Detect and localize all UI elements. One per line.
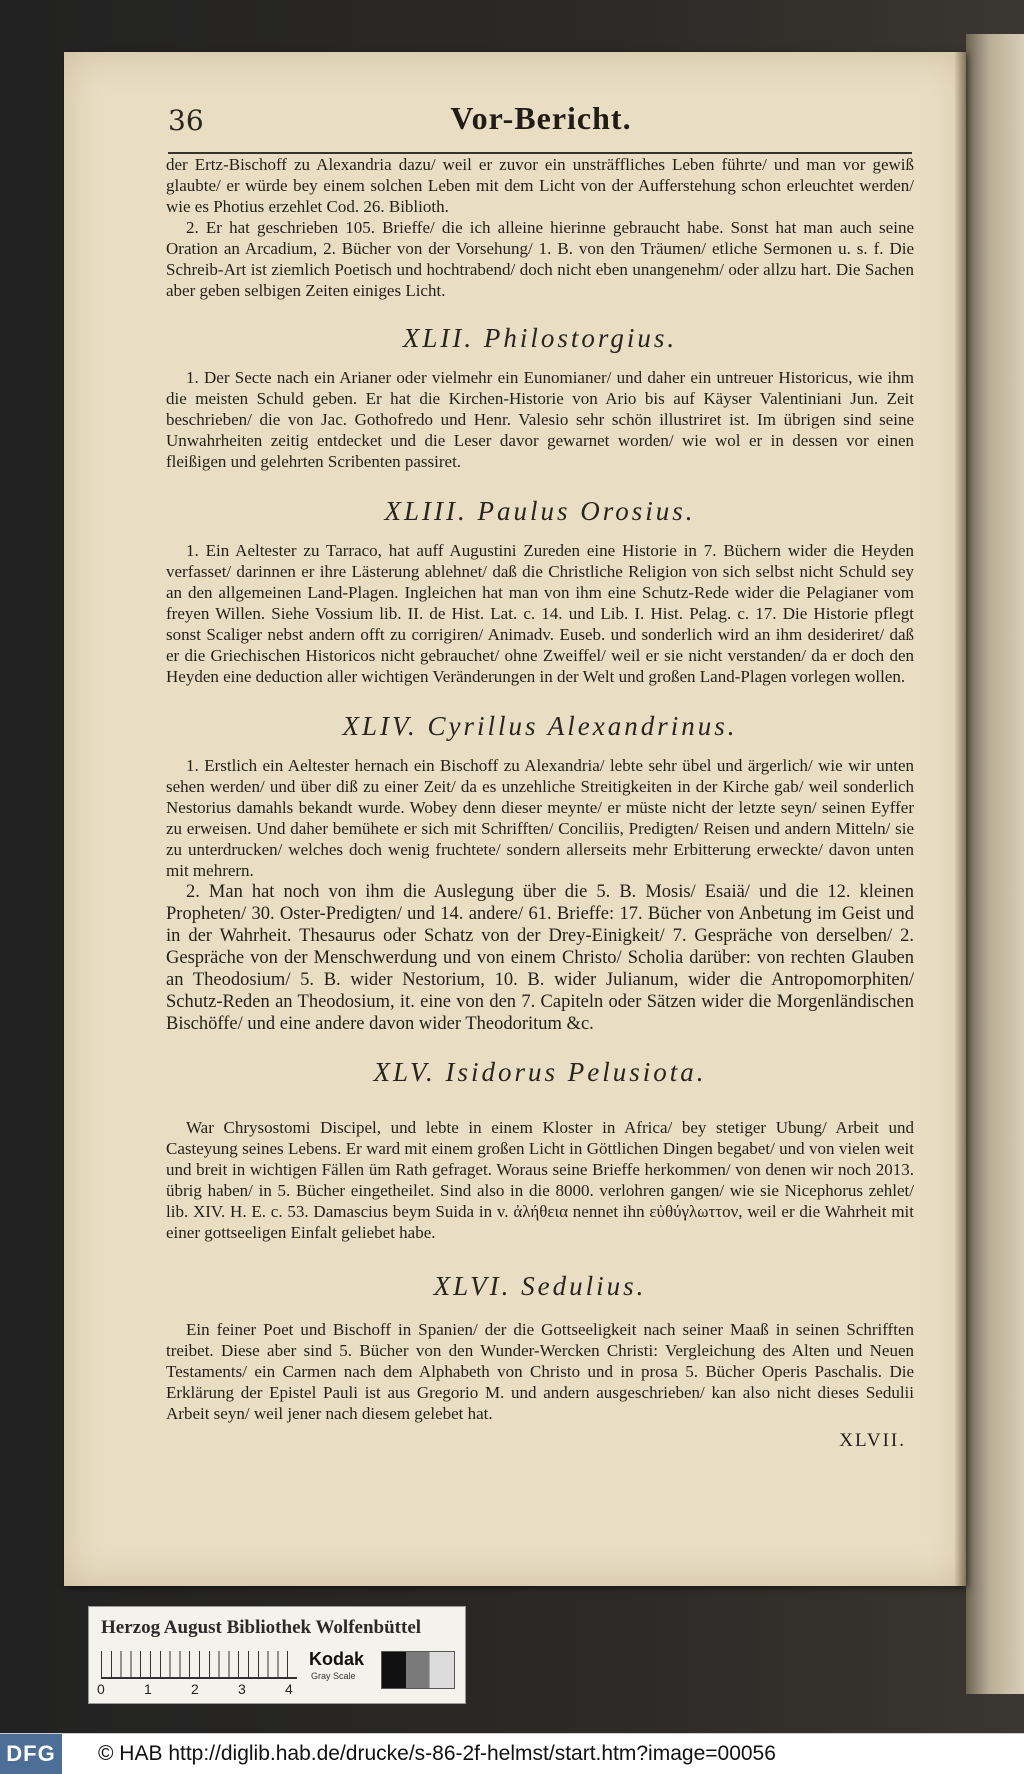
page-number: 36 xyxy=(168,104,204,137)
gray-scale-patches xyxy=(381,1651,455,1689)
ruler-label: 2 xyxy=(191,1681,199,1697)
paragraph: 2. Man hat noch von ihm die Auslegung über die 5. B. Mosis/ Esaiä/ und die 12. kleinen Propheten/ 30. Oster-Predigten/ und 14. andere/ 61. Brieffe: 17. Bücher von Anbetung im Geist und in der Wahrheit. Thesaurus oder Schatz von der Drey-Einigkeit/ 7. Gespräche von derselben/ 2. Gespräche von der Menschwerdung und von einem Christo/ Scholia darüber: von rechten Glauben an Theodosium/ 5. B. wider Nestorium, 10. B. wider Julianum, wider die Antropomorphiten/ Schutz-Reden an Theodosium, it. eine von den 7. Capiteln oder Sätzen wider die Morgenländischen Bischöffe/ und eine andere davon wider Theodoritum &c. xyxy=(166,882,914,1034)
color-calibration-card xyxy=(88,1606,466,1704)
page-gutter-shadow xyxy=(954,52,966,1586)
ruler-label: 4 xyxy=(285,1681,293,1697)
paragraph: 2. Er hat geschrieben 105. Brieffe/ die ich alleine hierinne gebraucht habe. Sonst hat man auch seine Oration an Arcadium, 2. Bücher von der Vorsehung/ 1. B. von den Träumen/ etliche Sermonen u. s. f. Die Schreib-Art ist ziemlich Poetisch und hochtrabend/ doch nicht eben unangenehm/ oder allzu hart. Die Sachen aber geben selbigen Zeiten einiges Licht. xyxy=(166,218,914,300)
ruler-label: 3 xyxy=(238,1681,246,1697)
section-heading: XLVI. Sedulius. xyxy=(433,1271,647,1301)
paragraph: 1. Der Secte nach ein Arianer oder vielmehr ein Eunomianer/ und daher ein untreuer Historicus, wie ihm die meisten Schuld geben. Er hat die Kirchen-Historie von Ario bis auf Käyser Valentiniani Jun. Zeit beschrieben/ die von Jac. Gothofredo und Henr. Valesio sehr schön illustriret ist. Im übrigen sind seine Unwahrheiten zeitig entdecket und die Leser davor gewarnet worden/ wie wol er in dessen vor einen fleißigen und gelehrten Scribenten passiret. xyxy=(166,368,914,471)
running-title: Vor-Bericht. xyxy=(450,100,632,136)
next-page-edge xyxy=(966,34,1024,1694)
paragraph: der Ertz-Bischoff zu Alexandria dazu/ weil er zuvor ein unsträffliches Leben führte/ und man vor gewiß glaubte/ er würde bey einem solchen Leben mit dem Licht von der Aufferstehung schon erleuchtet werden/ wie es Photius erzehlet Cod. 26. Biblioth. xyxy=(166,155,914,216)
footer-bar xyxy=(0,1733,1024,1774)
ruler-label: 1 xyxy=(144,1681,152,1697)
catchword: XLVII. xyxy=(839,1430,906,1451)
kodak-brand: Kodak xyxy=(309,1649,365,1669)
page-header xyxy=(168,100,914,148)
section-heading: XLIII. Paulus Orosius. xyxy=(384,496,696,526)
dfg-logo[interactable]: DFG xyxy=(0,1734,62,1774)
paragraph: Ein feiner Poet und Bischoff in Spanien/ der die Gottseeligkeit nach seiner Maaß in seinen Schrifften treibet. Diese aber sind 5. Bücher von den Wunder-Wercken Christi: Vergleichung des Alten und Neuen Testaments/ ein Carmen nach dem Alphabeth von Christo und in prosa 5. Bücher Operis Paschalis. Die Erklärung der Epistel Pauli ist aus Gregorio M. und andern ausgeschrieben/ kan also nicht dieses Sedulii Arbeit seyn/ weil jener nach diesem gelebet hat. xyxy=(166,1320,914,1423)
source-url[interactable]: © HAB http://diglib.hab.de/drucke/s-86-2f-helmst/start.htm?image=00056 xyxy=(98,1742,776,1765)
paragraph: 1. Ein Aeltester zu Tarraco, hat auff Augustini Zureden eine Historie in 7. Büchern wider die Heyden verfasset/ darinnen er ihre Lästerung ablehnet/ daß die Christliche Religion von sich selbst nicht Schuld sey an den allgemeinen Land-Plagen. Ingleichen hat man von ihm eine Schutz-Rede wider die Pelagianer vom freyen Willen. Siehe Vossium lib. II. de Hist. Lat. c. 14. und Lib. I. Hist. Pelag. c. 17. Die Historie pflegt sonst Scaliger nebst andern offt zu corrigiren/ Animadv. Euseb. und sonderlich wird an ihm desideriret/ daß er die Griechischen Historicos nicht gebrauchet/ ohne Zweiffel/ weil er sie nicht verstanden/ da er doch den Heyden eine deduction aller wichtigen Veränderungen in der Welt und großen Land-Plagen vorlegen wollen. xyxy=(166,541,914,686)
kodak-subtitle: Gray Scale xyxy=(311,1671,356,1681)
section-heading: XLV. Isidorus Pelusiota. xyxy=(373,1057,707,1087)
ruler-label: 0 xyxy=(97,1681,105,1697)
library-name: Herzog August Bibliothek Wolfenbüttel xyxy=(101,1617,422,1638)
ruler-labels xyxy=(97,1681,297,1699)
section-heading: XLIV. Cyrillus Alexandrinus. xyxy=(342,711,738,741)
paragraph: 1. Erstlich ein Aeltester hernach ein Bischoff zu Alexandria/ lebte sehr übel und ärgerlich/ wie wir unten sehen werden/ und über diß zu einer Zeit/ da es unzehliche Streitigkeiten in der Kirche gab/ weil sonderlich Nestorius damahls bekandt wurde. Wobey denn dieser meynte/ er müste nicht der letzte seyn/ seinen Eyffer zu erweisen. Und daher bemühete er sich mit Schrifften/ Conciliis, Predigten/ Reisen und andern Mitteln/ sie zu unterdrucken/ welches doch wenig fruchtete/ sondern allerseits mehr Erbitterung erweckte/ davon unten mit mehrern. xyxy=(166,756,914,880)
paragraph: War Chrysostomi Discipel, und lebte in einem Kloster in Africa/ bey stetiger Ubung/ Arbeit und Casteyung seines Lebens. Er ward mit einem großen Licht in Göttlichen Dingen begabet/ und von vielen weit und breit in wichtigen Fällen üm Rath gefraget. Woraus seine Brieffe herkommen/ von denen wir noch 2013. übrig haben/ in 5. Bücher eingetheilet. Sind also in die 8000. verlohren gangen/ wie sie Nicephorus zehlet/ lib. XIV. H. E. c. 53. Damascius beym Suida in v. ἀλήθεια nennet ihn εὐθύγλωττον, weil er die Wahrheit mit einer gottseeligen Einfalt geliebet habe. xyxy=(166,1118,914,1242)
page-text xyxy=(166,154,914,1451)
section-heading: XLII. Philostorgius. xyxy=(402,323,678,353)
ruler-scale xyxy=(101,1651,297,1679)
